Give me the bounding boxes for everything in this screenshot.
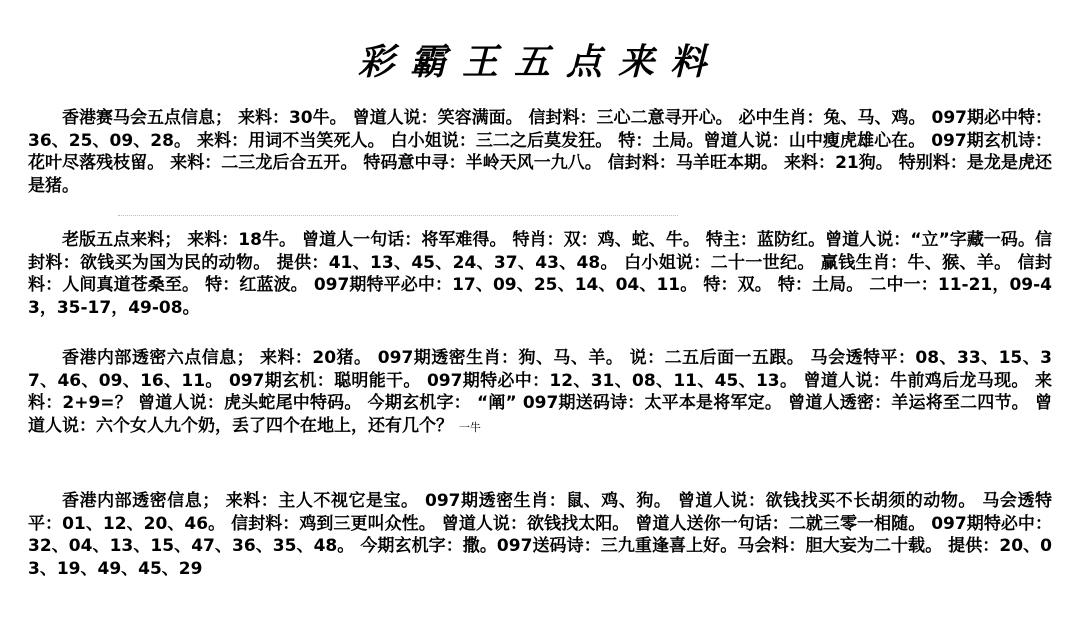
paragraph-old-edition-five-oclock bbox=[28, 229, 1052, 319]
paragraph-hk-internal-six-oclock bbox=[28, 347, 1052, 439]
paragraph-hk-internal-info bbox=[28, 490, 1052, 580]
paragraph-text: 香港内部透密六点信息； 来料：20猪。 097期透密生肖：狗、马、羊。 说：二五后面一五跟。 马会透特平：08、33、15、37、46、09、16、11。 097期玄机：聪明能干。 097期特必中：12、31、08、11、45、13。 曾道人说：牛前鸡后龙马现。 来料：2+9=？ 曾道人说：虎头蛇尾中特码。 今期玄机字： “阐” 097期送码诗：太平本是将军定。 曾道人透密：羊运将至二四节。 曾道人说：六个女人九个奶，丢了四个在地上，还有几个？ bbox=[28, 348, 1052, 436]
document-title: 彩霸王五点来料 bbox=[357, 41, 722, 83]
paragraph-text: 老版五点来料； 来料：18牛。 曾道人一句话：将军难得。 特肖：双：鸡、蛇、牛。 特主：蓝防红。曾道人说：“立”字藏一码。信封料：欲钱买为国为民的动物。 提供：41、13、45、24、37、43、48。 白小姐说：二十一世纪。 赢钱生肖：牛、猴、羊。 信封料：人间真道苍桑至。 特：红蓝波。 097期特平必中：17、09、25、14、04、11。 特：双。 特：土局。 二中一：11-21，09-43，35-17，49-08。 bbox=[28, 230, 1052, 318]
paragraph-text: 香港内部透密信息； 来料：主人不视它是宝。 097期透密生肖：鼠、鸡、狗。 曾道人说：欲钱找买不长胡须的动物。 马会透特平：01、12、20、46。 信封料：鸡到三更叫众性。 曾道人说：欲钱找太阳。 曾道人送你一句话：二就三零一相随。 097期特必中：32、04、13、15、47、36、35、48。 今期玄机字：撒。097送码诗：三九重逢喜上好。马会料：胆大妄为二十载。 提供：20、03、19、49、45、29 bbox=[28, 491, 1052, 579]
paragraph-hk-jockey-club-five-oclock bbox=[28, 107, 1052, 197]
scan-artifact-divider bbox=[118, 215, 678, 218]
paragraph-text: 香港赛马会五点信息； 来料：30牛。 曾道人说：笑容满面。 信封料：三心二意寻开心。 必中生肖：兔、马、鸡。 097期必中特：36、25、09、28。 来料：用词不当笑死人。 白小姐说：三二之后莫发狂。 特：土局。曾道人说：山中瘦虎雄心在。 097期玄机诗：花叶尽落残枝留。 来料：二三龙后合五开。 特码意中寻：半岭天风一九八。 信封料：马羊旺本期。 来料：21狗。 特别料：是龙是虎还是猪。 bbox=[28, 108, 1052, 196]
handwritten-note: 一牛 bbox=[458, 420, 481, 434]
